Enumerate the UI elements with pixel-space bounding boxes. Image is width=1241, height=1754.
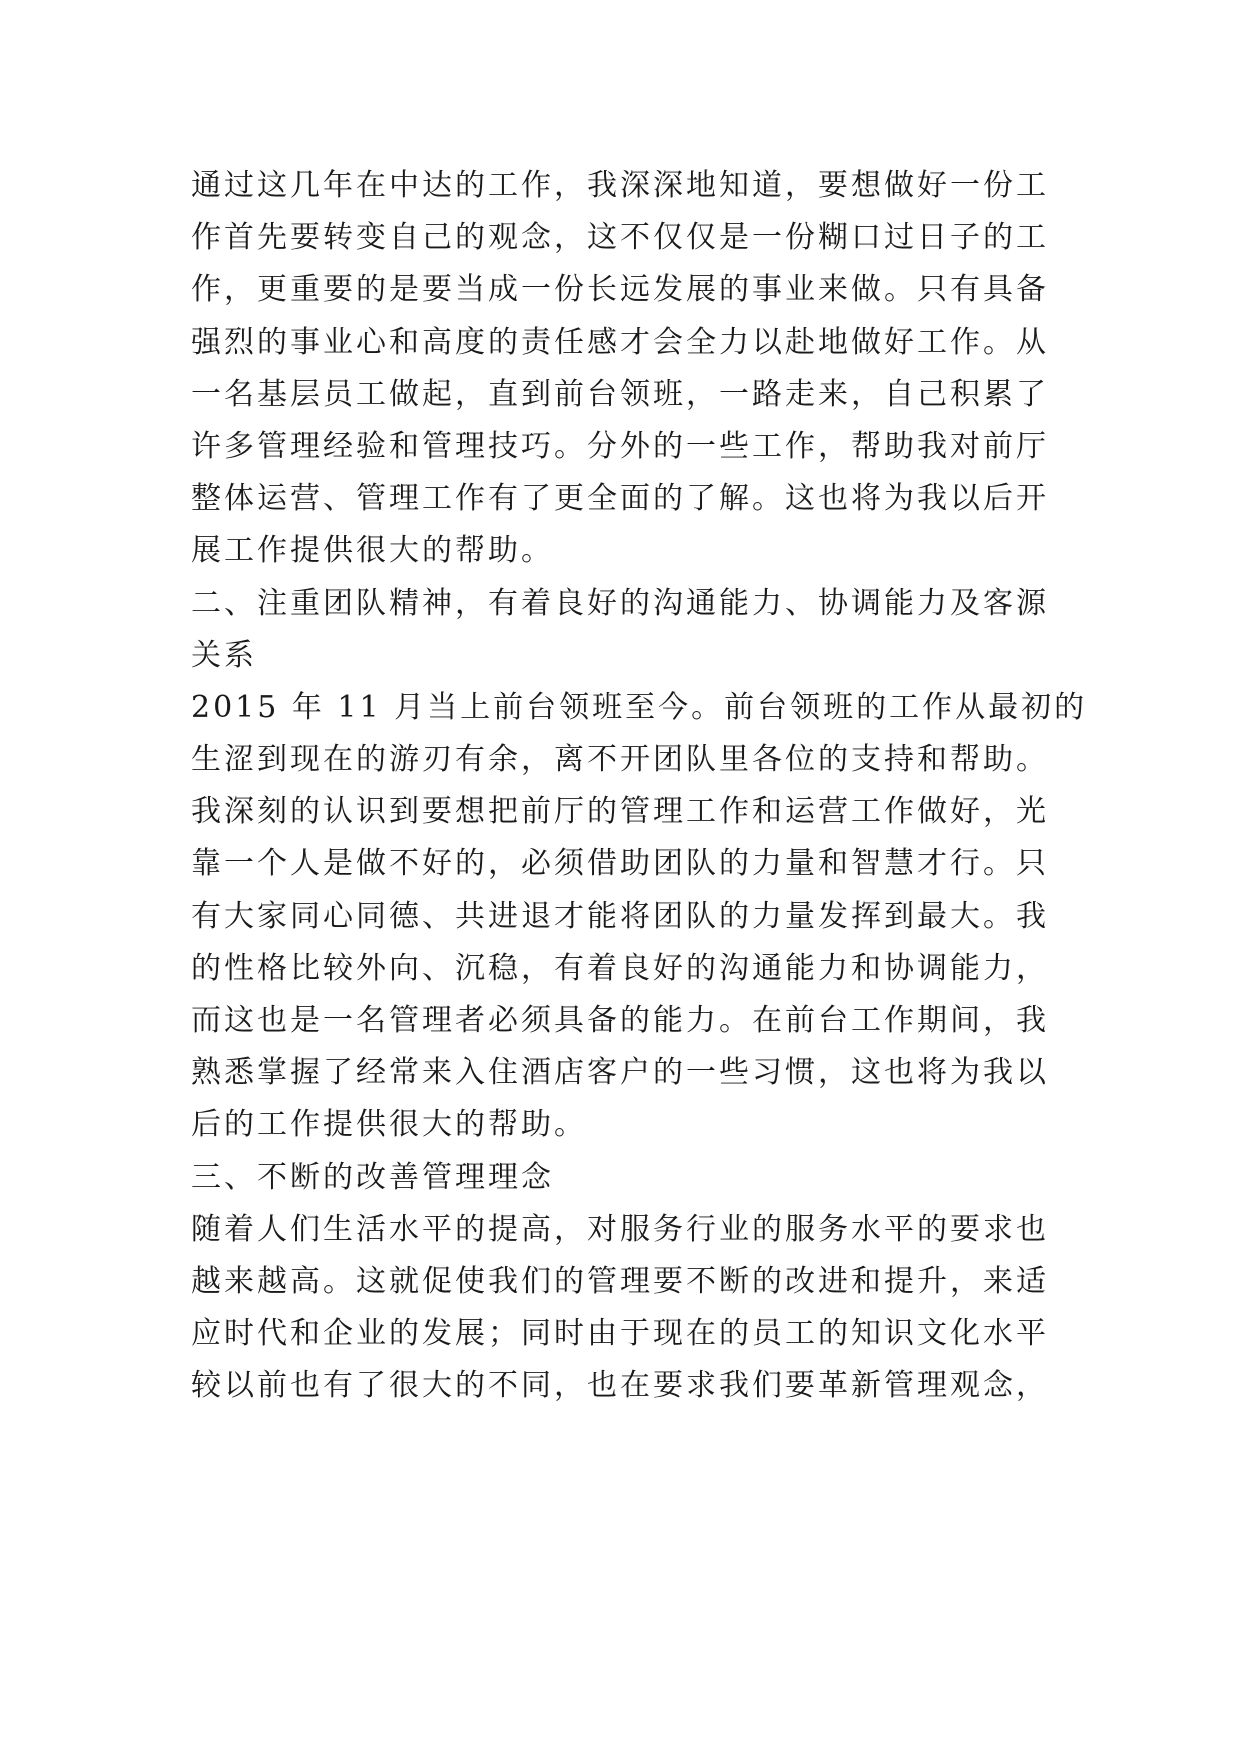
text-line: 我深刻的认识到要想把前厅的管理工作和运营工作做好，光 (191, 794, 1049, 830)
text-line: 生涩到现在的游刃有余，离不开团队里各位的支持和帮助。 (191, 742, 1049, 778)
text-line: 整体运营、管理工作有了更全面的了解。这也将为我以后开 (191, 481, 1049, 517)
text-line: 许多管理经验和管理技巧。分外的一些工作，帮助我对前厅 (191, 428, 1049, 464)
text-line: 强烈的事业心和高度的责任感才会全力以赴地做好工作。从 (191, 324, 1049, 360)
text-line: 较以前也有了很大的不同，也在要求我们要革新管理观念， (191, 1368, 1049, 1404)
document-body (191, 160, 1088, 1413)
text-line: 2015 年 11 月当上前台领班至今。前台领班的工作从最初的 (191, 689, 1088, 725)
text-line: 后的工作提供很大的帮助。 (191, 1107, 587, 1143)
text-line: 的性格比较外向、沉稳，有着良好的沟通能力和协调能力， (191, 950, 1049, 986)
text-line: 越来越高。这就促使我们的管理要不断的改进和提升，来适 (191, 1263, 1049, 1299)
text-line: 展工作提供很大的帮助。 (191, 533, 554, 569)
section-heading: 二、注重团队精神，有着良好的沟通能力、协调能力及客源 (191, 585, 1049, 621)
text-line: 有大家同心同德、共进退才能将团队的力量发挥到最大。我 (191, 898, 1049, 934)
text-line: 作首先要转变自己的观念，这不仅仅是一份糊口过日子的工 (191, 220, 1049, 256)
text-line: 作，更重要的是要当成一份长远发展的事业来做。只有具备 (191, 272, 1049, 308)
text-line: 而这也是一名管理者必须具备的能力。在前台工作期间，我 (191, 1003, 1049, 1038)
text-line: 随着人们生活水平的提高，对服务行业的服务水平的要求也 (191, 1211, 1049, 1247)
text-line: 熟悉掌握了经常来入住酒店客户的一些习惯，这也将为我以 (191, 1055, 1049, 1091)
section-heading: 三、不断的改善管理理念 (191, 1159, 554, 1195)
text-line: 靠一个人是做不好的，必须借助团队的力量和智慧才行。只 (191, 846, 1049, 882)
section-heading-continuation: 关系 (191, 637, 257, 673)
text-line: 应时代和企业的发展；同时由于现在的员工的知识文化水平 (191, 1316, 1049, 1352)
text-line: 一名基层员工做起，直到前台领班，一路走来，自己积累了 (191, 376, 1049, 412)
text-line: 通过这几年在中达的工作，我深深地知道，要想做好一份工 (191, 168, 1049, 203)
